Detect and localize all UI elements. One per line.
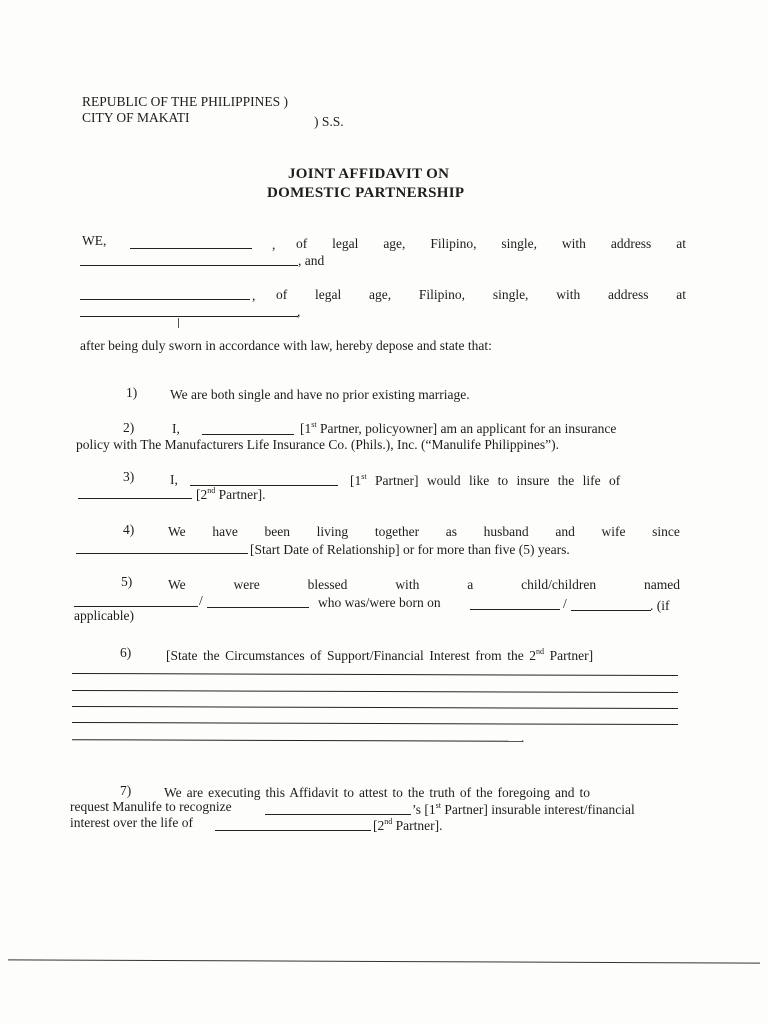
item-7-line-3-text: Partner].	[392, 818, 443, 833]
stray-mark	[178, 318, 179, 328]
item-5-word-we: We	[168, 577, 186, 592]
item-4-word-husband: husband	[483, 524, 529, 539]
item-4-word-living: living	[316, 524, 349, 539]
item-5-word-a: a	[467, 577, 474, 592]
item-4-word-as: as	[445, 524, 457, 539]
item-5-word-children: child/children	[521, 577, 597, 592]
item-7-bracket-2: [2	[373, 818, 385, 833]
word-single-2: single,	[492, 287, 529, 302]
item-7-line-3-end	[373, 818, 442, 834]
item-6-number: 6)	[120, 645, 132, 660]
item-6-text: [State the Circumstances of Support/Financial Interest from the 2	[166, 648, 537, 663]
word-address-2: address	[607, 287, 649, 302]
item-5-child-name-2-blank[interactable]	[207, 607, 309, 608]
we-label: WE,	[82, 233, 107, 248]
word-legal: legal	[332, 236, 359, 251]
item-1-number: 1)	[126, 385, 138, 400]
item-7-line-1: We are executing this Affidavit to attest to the truth of the foregoing and to	[164, 785, 590, 800]
item-5-born-text: who was/were born on	[318, 595, 441, 610]
city-line: CITY OF MAKATI	[82, 110, 190, 125]
item-4-line-1	[168, 524, 680, 540]
word-single: single,	[501, 236, 537, 251]
partner2-name-blank[interactable]	[80, 299, 250, 300]
item-5-word-with: with	[395, 577, 420, 592]
item-2-name-blank[interactable]	[202, 434, 294, 435]
item-7-partner2-blank[interactable]	[215, 830, 371, 831]
word-at-2: at	[676, 287, 686, 302]
item-4-word-since: since	[652, 524, 680, 539]
item-5-word-blessed: blessed	[307, 577, 348, 592]
item-6-answer-line-1[interactable]	[72, 673, 678, 676]
comma: ,	[272, 237, 276, 252]
comma-3: ,	[297, 304, 301, 319]
item-7-partner1-blank[interactable]	[265, 814, 411, 815]
item-4-word-and: and	[555, 524, 575, 539]
item-7-line-2-start: request Manulife to recognize	[70, 799, 232, 814]
comma-2: ,	[252, 288, 256, 303]
item-4-word-have: have	[212, 524, 238, 539]
item-5-number: 5)	[121, 574, 133, 589]
depose-line: after being duly sworn in accordance with law, hereby depose and state that:	[80, 338, 492, 353]
item-4-word-been: been	[264, 524, 290, 539]
item-2-bracket: [1	[300, 421, 312, 436]
item-4-number: 4)	[123, 522, 135, 537]
item-7-bracket: ’s [1	[412, 802, 436, 817]
item-6-answer-line-2[interactable]	[72, 690, 678, 693]
item-4-word-we: We	[168, 524, 186, 539]
item-5-word-were: were	[233, 577, 260, 592]
item-5-birthdate-2-blank[interactable]	[571, 610, 651, 611]
word-age-2: age,	[369, 287, 392, 302]
item-7-sup-2: nd	[384, 817, 393, 826]
item-4-word-wife: wife	[601, 524, 626, 539]
item-1-text: We are both single and have no prior existing marriage.	[170, 387, 470, 402]
item-3-line-2	[196, 487, 265, 503]
bottom-rule	[8, 959, 760, 963]
and-text: , and	[298, 253, 325, 268]
item-2-line-1-text: Partner, policyowner] am an applicant for an insurance	[316, 421, 617, 436]
republic-line: REPUBLIC OF THE PHILIPPINES )	[82, 94, 289, 109]
item-3-bracket-2: [2	[196, 487, 208, 502]
item-6-answer-line-3[interactable]	[72, 706, 678, 709]
partner1-address-blank[interactable]	[80, 265, 298, 266]
item-5-line-1	[168, 577, 680, 593]
item-2-sup: st	[311, 420, 317, 429]
item-5-applicable: applicable)	[74, 608, 134, 623]
title-line-2: DOMESTIC PARTNERSHIP	[267, 185, 465, 201]
partner1-name-blank[interactable]	[130, 248, 252, 249]
word-with: with	[561, 236, 586, 251]
item-7-number: 7)	[120, 783, 132, 798]
item-4-date-blank[interactable]	[76, 553, 248, 554]
item-6-text-end: Partner]	[544, 648, 594, 663]
item-7-sup: st	[435, 801, 441, 810]
item-6-answer-line-5[interactable]	[72, 739, 522, 742]
item-5-slash-2: /	[563, 596, 567, 611]
item-5-birthdate-1-blank[interactable]	[470, 609, 560, 610]
item-2-line-1	[300, 421, 616, 437]
word-with-2: with	[556, 287, 581, 302]
word-filipino: Filipino,	[430, 236, 477, 251]
item-7-line-2-end	[412, 802, 635, 818]
title-line-1: JOINT AFFIDAVIT ON	[288, 166, 450, 182]
word-address: address	[610, 236, 652, 251]
item-2-number: 2)	[123, 420, 135, 435]
word-age: age,	[383, 236, 406, 251]
item-3-sup: st	[361, 472, 367, 481]
intro-line-1-words	[296, 236, 686, 252]
partner2-address-blank[interactable]	[80, 316, 298, 317]
item-4-line-2: [Start Date of Relationship] or for more than five (5) years.	[250, 542, 570, 557]
item-3-line-1	[350, 473, 620, 489]
item-6-line-1	[166, 648, 593, 664]
item-3-line-2-text: Partner].	[215, 487, 266, 502]
item-5-slash: /	[199, 593, 203, 608]
item-3-line-1-text: Partner] would like to insure the life of	[366, 473, 621, 488]
item-4-word-together: together	[374, 524, 420, 539]
item-3-bracket: [1	[350, 473, 362, 488]
word-of: of	[296, 236, 308, 251]
item-5-child-name-1-blank[interactable]	[74, 606, 198, 607]
word-legal-2: legal	[315, 287, 342, 302]
item-3-number: 3)	[123, 469, 135, 484]
item-6-period: .	[521, 730, 525, 745]
word-at: at	[676, 236, 686, 251]
item-7-line-3-start: interest over the life of	[70, 815, 193, 830]
item-3-partner2-blank[interactable]	[78, 498, 192, 499]
ss-mark: ) S.S.	[314, 114, 344, 129]
item-5-if: . (if	[650, 598, 670, 613]
item-6-sup: nd	[536, 647, 545, 656]
intro-line-2-words	[276, 287, 686, 303]
word-filipino-2: Filipino,	[418, 287, 466, 302]
item-5-word-named: named	[643, 577, 680, 592]
item-3-i: I,	[170, 472, 178, 487]
item-2-line-2: policy with The Manufacturers Life Insurance Co. (Phils.), Inc. (“Manulife Philippines”).	[76, 437, 559, 452]
item-2-i: I,	[172, 421, 180, 436]
word-of-2: of	[276, 287, 288, 302]
item-3-sup-2: nd	[207, 486, 216, 495]
item-7-line-2-text: Partner] insurable interest/financial	[440, 802, 635, 817]
item-6-answer-line-4[interactable]	[72, 722, 678, 725]
